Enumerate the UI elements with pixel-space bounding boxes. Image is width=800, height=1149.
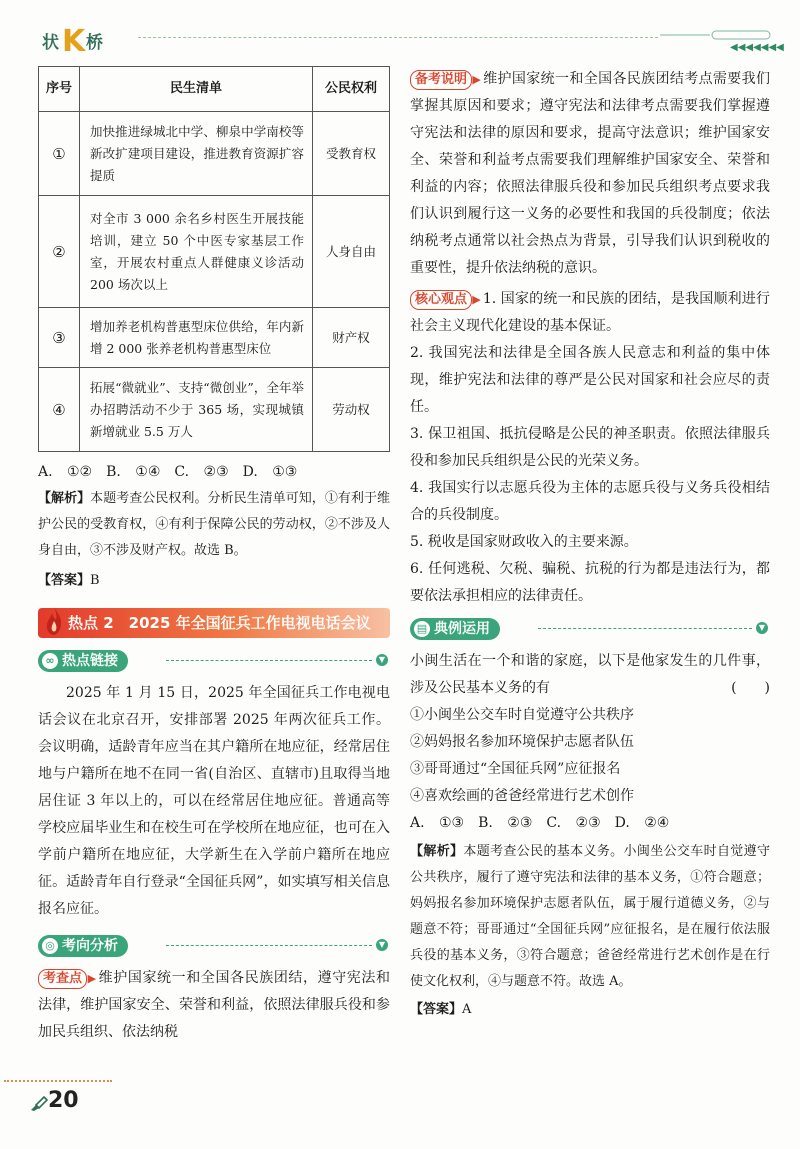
table-row: ④ 拓展“微就业”、支持“微创业”，全年举办招聘活动不少于 365 场，实现城镇新增就业 5.5 万人 劳动权 — [39, 368, 390, 452]
example-choice: ③哥哥通过“全国征兵网”应征报名 — [410, 761, 621, 777]
table-header-right: 公民权利 — [313, 67, 390, 112]
core-point: 1. 国家的统一和民族的团结，是我国顺利进行社会主义现代化建设的基本保证。 — [410, 291, 770, 334]
livelihood-table — [38, 66, 390, 452]
pen-icon — [30, 1096, 48, 1112]
beikao-label: 备考说明 — [410, 70, 472, 90]
chevron-down-icon: ▼ — [376, 939, 388, 951]
table-header-item: 民生清单 — [80, 67, 313, 112]
table-row: ③ 增加养老机构普惠型床位供给，年内新增 2 000 张养老机构普惠型床位 财产权 — [39, 308, 390, 368]
core-label: 核心观点 — [410, 290, 472, 310]
arrow-icon: ▶ — [472, 293, 481, 306]
arrow-icon: ▶ — [472, 73, 482, 86]
hotspot-link-text: 2025 年 1 月 15 日，2025 年全国征兵工作电视电话会议在北京召开，安排部署 2025 年两次征兵工作。会议明确，适龄青年应当在其户籍所在地应征，经常居住地与户籍所在地不在同一省(自治区、直辖市)且取得当地居住证 3 年以上的，可以在经常居住地应征。普通高等学校应届毕业生和在校生可在学校所在地应征，也可在入学前户籍所在地应征，大学新生在入学前户籍所在地应征。适龄青年自行登录“全国征兵网”，如实填写相关信息报名应征。 — [38, 685, 390, 917]
table-row: ① 加快推进绿城北中学、柳泉中学南校等新改扩建项目建设，推进教育资源扩容提质 受教育权 — [39, 112, 390, 196]
example-analysis: 【解析】本题考查公民的基本义务。小闽坐公交车时自觉遵守公共秩序，履行了遵守宪法和法律的基本义务，①符合题意；妈妈报名参加环境保护志愿者队伍，属于履行道德义务，②与题意不符；哥哥通过“全国征兵网”应征报名，是在履行依法服兵役的基本义务，③符合题意；爸爸经常进行艺术创作是在行使文化权利，④与题意不符。故选 A。 — [410, 844, 770, 989]
flame-icon — [44, 605, 64, 637]
right-column — [410, 66, 770, 1023]
hotspot-banner — [38, 608, 390, 638]
header-arrows: ◀◀◀◀◀◀◀ — [730, 42, 784, 53]
core-point: 3. 保卫祖国、抵抗侵略是公民的神圣职责。依照法律服兵役和参加民兵组织是公民的光荣义务。 — [410, 426, 770, 469]
example-options: A. ①③ B. ②③ C. ②③ D. ②④ — [410, 815, 670, 831]
compass-icon: ◎ — [42, 938, 58, 954]
link-icon: ∞ — [42, 653, 58, 669]
arrow-icon: ▶ — [87, 972, 97, 985]
section-header-example: ▤ 典例运用 ▼ — [410, 616, 770, 642]
question-1-answer: 【答案】B — [38, 573, 100, 588]
brand-logo — [40, 18, 130, 58]
kaocha-label: 考查点 — [38, 969, 87, 989]
hotspot-title: 热点 2 2025 年全国征兵工作电视电话会议 — [68, 614, 371, 632]
core-point: 4. 我国实行以志愿兵役为主体的志愿兵役与义务兵役相结合的兵役制度。 — [410, 480, 770, 523]
chevron-down-icon: ▼ — [756, 622, 768, 634]
svg-text:状: 状 — [42, 33, 59, 53]
table-row: ② 对全市 3 000 余名乡村医生开展技能培训，建立 50 个中医专家基层工作室，开展农村重点人群健康义诊活动 200 场次以上 人身自由 — [39, 196, 390, 308]
core-point: 6. 任何逃税、欠税、骗税、抗税的行为都是违法行为，都要依法承担相应的法律责任。 — [410, 561, 770, 604]
kaocha-point: 考查点 ▶ 维护国家统一和全国各民族团结，遵守宪法和法律，维护国家安全、荣誉和利益，依照法律服兵役和参加民兵组织、依法纳税 — [38, 970, 390, 1040]
left-column — [38, 66, 390, 1046]
section-header-analysis: ◎ 考向分析 ▼ — [38, 933, 390, 959]
example-choice: ②妈妈报名参加环境保护志愿者队伍 — [410, 734, 634, 750]
question-1-analysis: 【解析】本题考查公民权利。分析民生清单可知，①有利于维护公民的受教育权，④有利于保障公民的劳动权，②不涉及人身自由，③不涉及财产权。故选 B。 — [38, 491, 390, 558]
example-choice: ①小闽坐公交车时自觉遵守公共秩序 — [410, 707, 634, 723]
example-question: 小闽生活在一个和谐的家庭，以下是他家发生的几件事，涉及公民基本义务的有 ( ) — [410, 648, 770, 702]
header-divider — [138, 37, 658, 38]
beikao-note: 备考说明 ▶ 维护国家统一和全国各民族团结考点需要我们掌握其原因和要求；遵守宪法和法律考点需要我们掌握遵守宪法和法律的原因和要求，提高守法意识；维护国家安全、荣誉和利益考点需要我们理解维护国家安全、荣誉和利益的内容；依照法律服兵役和参加民兵组织考点要求我们认识到履行这一义务的必要性和我国的兵役制度；依法纳税考点通常以社会热点为背景，引导我们认识到税收的重要性，提升依法纳税的意识。 — [410, 71, 771, 276]
book-icon: ▤ — [414, 621, 430, 637]
chevron-down-icon: ▼ — [376, 654, 388, 666]
answer-blank: ( ) — [731, 680, 770, 696]
table-header-no: 序号 — [39, 67, 80, 112]
svg-text:桥: 桥 — [86, 33, 103, 53]
core-points — [410, 286, 770, 610]
question-1-options: A. ①② B. ①④ C. ②③ D. ①③ — [38, 464, 298, 480]
core-point: 5. 税收是国家财政收入的主要来源。 — [410, 534, 638, 550]
section-header-link: ∞ 热点链接 ▼ — [38, 648, 390, 674]
page-number: 20 — [48, 1088, 79, 1113]
svg-text:K: K — [62, 24, 86, 58]
example-choice: ④喜欢绘画的爸爸经常进行艺术创作 — [410, 788, 634, 804]
example-answer: 【答案】A — [410, 1002, 472, 1017]
core-point: 2. 我国宪法和法律是全国各族人民意志和利益的集中体现，维护宪法和法律的尊严是公民对国家和社会应尽的责任。 — [410, 345, 770, 415]
